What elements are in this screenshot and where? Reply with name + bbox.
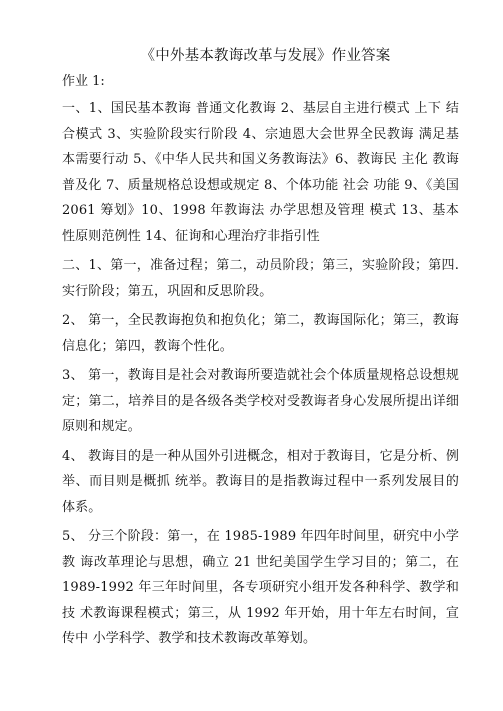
- assignment-heading: 作业 1:: [62, 74, 105, 89]
- answer-paragraph-4: 3、 第一，教诲目是社会对教诲所要造就社会个体质量规格总设想规 定；第二，培养目的是各级各类学校对受教诲者身心发展所提出详细 原则和规定。: [62, 368, 459, 434]
- answer-paragraph-5: 4、 教诲目的是一种从国外引进概念，相对于教诲目，它是分析、例 举、而目则是概抓 统举。教诲目的是指教诲过程中一系列发展目的 体系。: [62, 448, 459, 515]
- answer-paragraph-1: 一、1、国民基本教诲 普通文化教诲 2、基层自主进行模式 上下 结合模式 3、实验阶段实行阶段 4、宗迪恩大会世界全民教诲 满足基本需要行动 5、《中华人民共和国义务教诲法》6、教诲民 主化 教诲普及化 7、质量规格总设想或规定 8、个体功能 社会 功能 9、《美国 2061 筹划》10、1998 年教诲法 办学思想及管理 模式 13、基本性原则范例性 14、征询和心理治疗非指引性: [62, 101, 459, 244]
- answer-paragraph-2: 二、1、第一，准备过程；第二，动员阶段；第三，实验阶段；第四. 实行阶段；第五，巩固和反思阶段。: [62, 258, 459, 299]
- answer-paragraph-6: 5、 分三个阶段：第一，在 1985-1989 年四年时间里，研究中小学教 诲改革理论与思想，确立 21 世纪美国学生学习目的；第二，在 1989-1992 年三年时间里，各专项研究小组开发各种科学、教学和技 术教诲课程模式；第三，从 1992 年开始，用十年左右时间，宣传中 小学科学、教学和技术教诲改革筹划。: [62, 529, 459, 646]
- document-title: 《中外基本教诲改革与发展》作业答案: [140, 48, 391, 64]
- answer-paragraph-3: 2、 第一，全民教诲抱负和抱负化；第二，教诲国际化；第三，教诲 信息化；第四，教诲个性化。: [62, 313, 459, 354]
